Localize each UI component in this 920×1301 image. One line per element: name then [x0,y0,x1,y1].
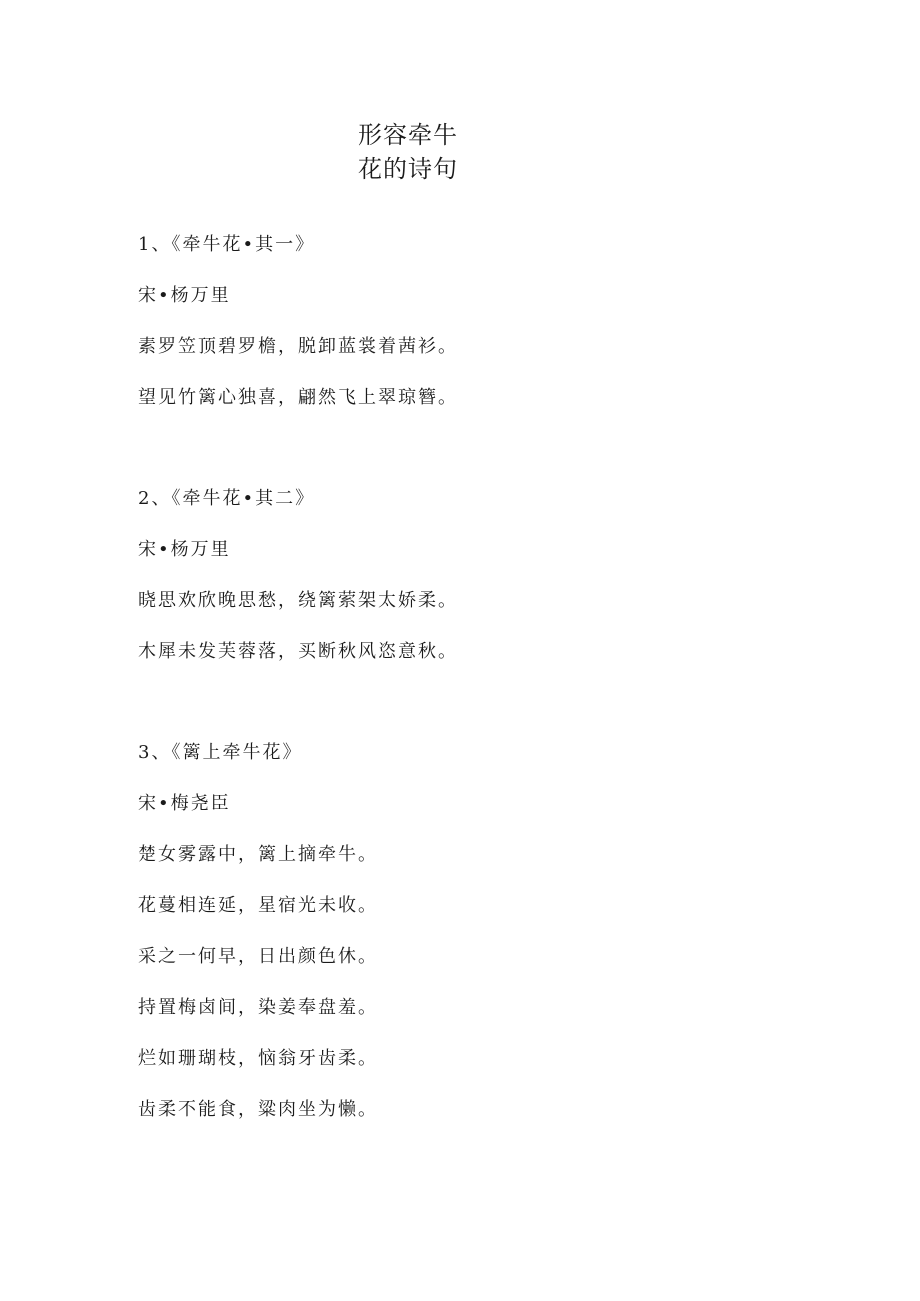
poem-line: 木犀未发芙蓉落，买断秋风恣意秋。 [138,641,458,662]
title-line-1: 形容牵牛 [358,121,458,149]
poem-3 [138,738,838,1146]
poem-author: 宋•杨万里 [138,285,231,306]
poem-line: 持置梅卤间，染姜奉盘羞。 [138,997,378,1018]
poem-line: 素罗笠顶碧罗檐，脱卸蓝裳着茜衫。 [138,336,458,357]
poem-list [138,230,838,1196]
poem-line: 花蔓相连延，星宿光未收。 [138,895,378,916]
poem-line: 采之一何早，日出颜色休。 [138,946,378,967]
poem-line: 望见竹篱心独喜，翩然飞上翠琼簪。 [138,387,458,408]
poem-2 [138,484,838,688]
title-line-2: 花的诗句 [358,155,458,183]
poem-author: 宋•梅尧臣 [138,793,231,814]
poem-line: 晓思欢欣晚思愁，绕篱萦架太娇柔。 [138,590,458,611]
poem-author: 宋•杨万里 [138,539,231,560]
poem-line: 齿柔不能食，粱肉坐为懒。 [138,1099,378,1120]
poem-heading: 3、《篱上牵牛花》 [138,742,303,763]
poem-line: 楚女雾露中，篱上摘牵牛。 [138,844,378,865]
page-title [358,118,458,186]
poem-heading: 1、《牵牛花•其一》 [138,234,316,255]
poem-heading: 2、《牵牛花•其二》 [138,488,316,509]
poem-1 [138,230,838,434]
poem-line: 烂如珊瑚枝，恼翁牙齿柔。 [138,1048,378,1069]
